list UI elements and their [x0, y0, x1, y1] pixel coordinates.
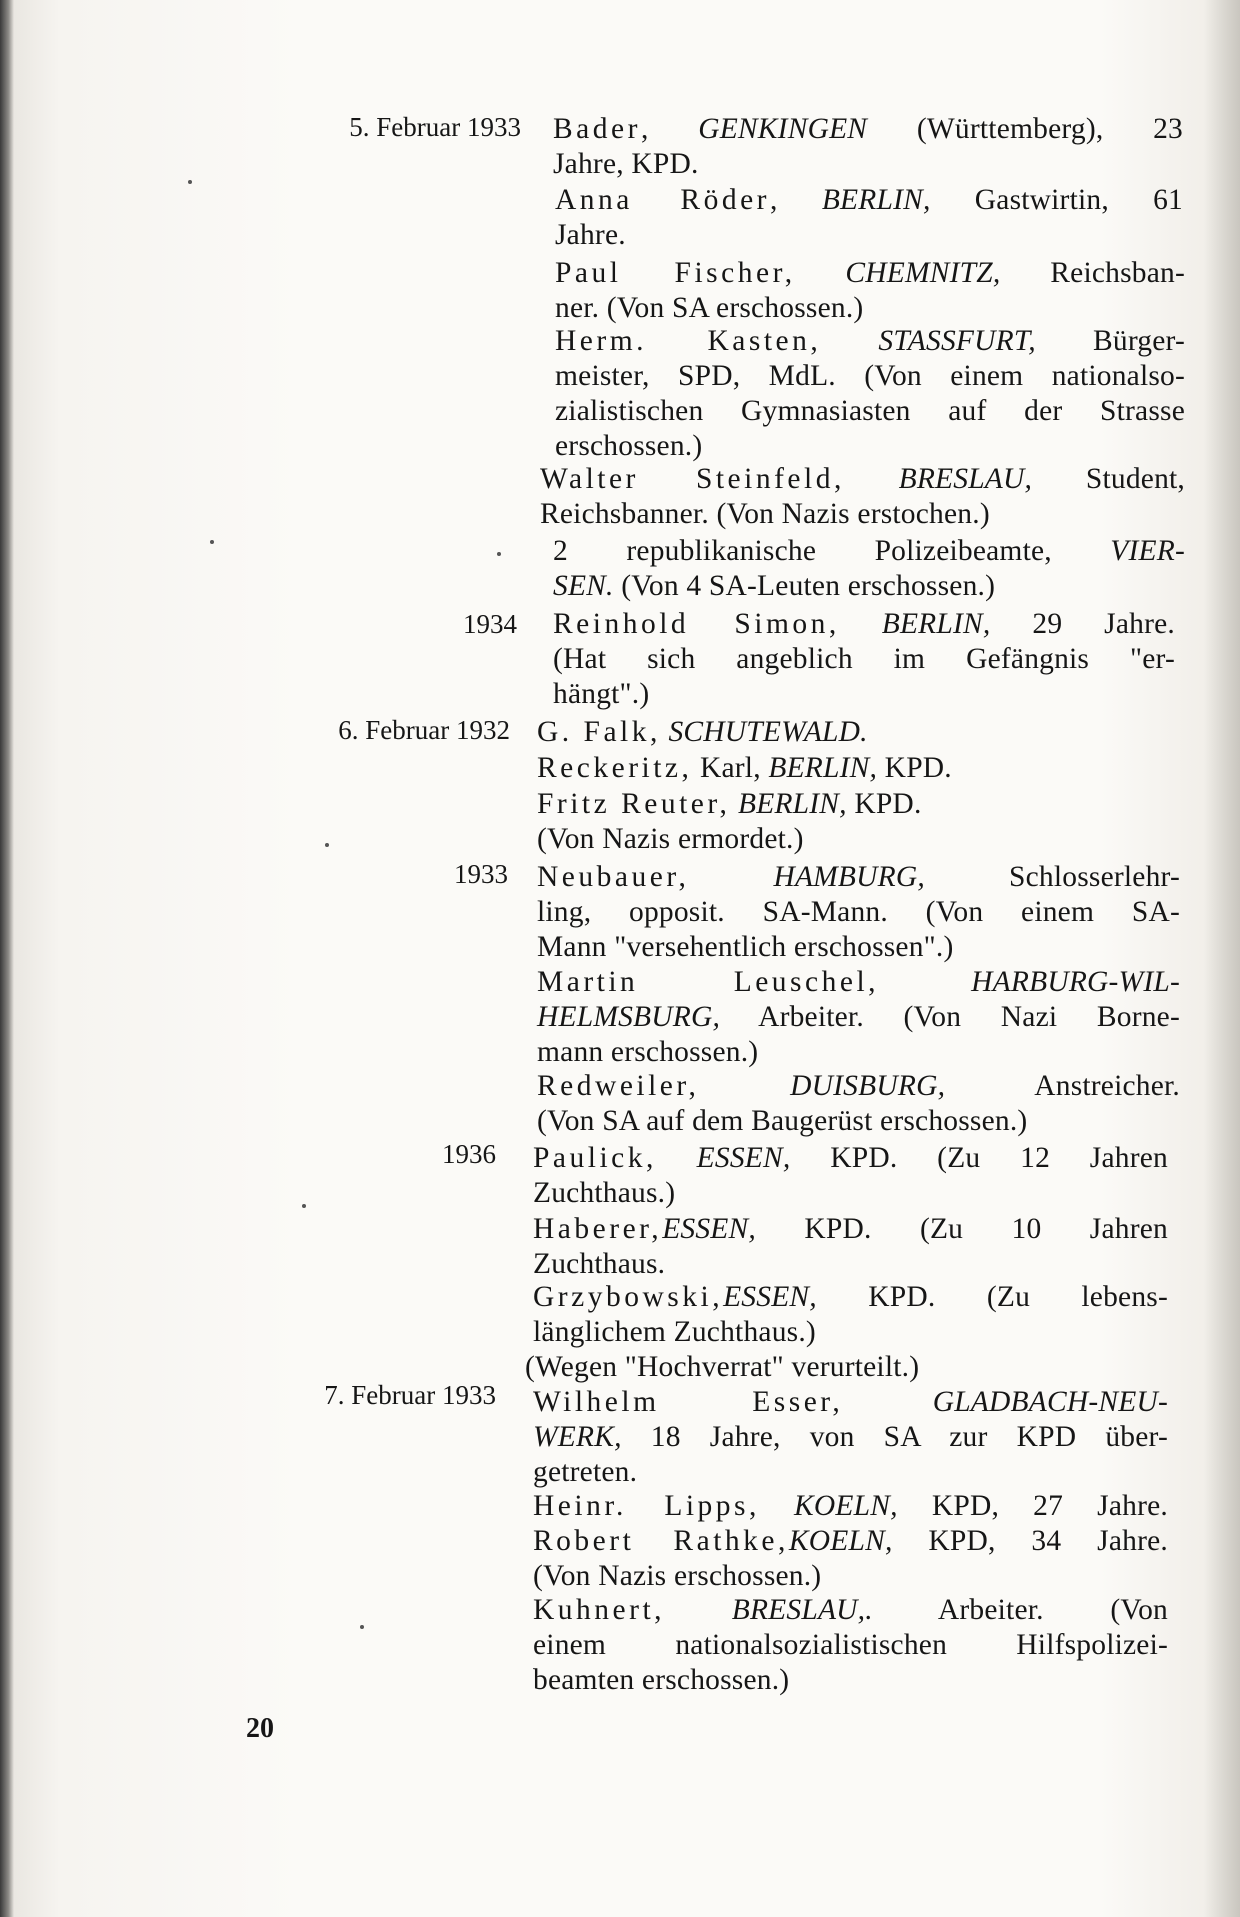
person-name: Heinr. Lipps, — [533, 1490, 760, 1522]
entry-neubauer — [537, 860, 1180, 965]
entry-text: Arbeiter. (Von — [872, 1594, 1169, 1626]
entry-text: (Wegen "Hochverrat" verurteilt.) — [525, 1351, 920, 1383]
scan-speck — [325, 843, 329, 847]
entry-text: Arbeiter. (Von Nazi Borne- — [720, 1001, 1180, 1033]
place-name: VIER- — [1110, 535, 1185, 567]
date-5-februar-1933: 5. Februar 1933 — [349, 112, 521, 142]
entry-text: (Von SA auf dem Baugerüst erschossen.) — [537, 1105, 1028, 1137]
person-name: Bader — [553, 113, 641, 145]
person-name: Robert Rathke, — [533, 1525, 789, 1557]
person-name: Redweiler, — [537, 1070, 700, 1102]
entry-text: erschossen.) — [555, 430, 703, 462]
entry-text: KPD. (Zu 10 Jahren — [755, 1213, 1168, 1245]
page-number: 20 — [246, 1713, 274, 1744]
entry-text: 18 Jahre, von SA zur KPD über- — [621, 1421, 1168, 1453]
entry-text: Bürger- — [1035, 325, 1186, 357]
person-name: Kuhnert, — [533, 1594, 666, 1626]
place-name: SCHUTEWALD. — [668, 716, 868, 748]
person-name: Paul Fischer, — [555, 257, 796, 289]
place-name: GLADBACH-NEU- — [932, 1386, 1168, 1418]
place-name: WERK, — [533, 1421, 622, 1453]
entry-text: Zuchthaus. — [533, 1248, 666, 1280]
entry-text: Gastwirtin, 61 — [930, 184, 1184, 216]
person-name: Martin Leuschel, — [537, 966, 880, 998]
place-name: ESSEN, — [662, 1213, 756, 1245]
person-name: G. Falk, — [537, 716, 661, 748]
entry-text: (Von 4 SA-Leuten erschossen.) — [613, 570, 996, 602]
entry-text: Student, — [1032, 463, 1185, 495]
entry-text: ner. (Von SA erschossen.) — [555, 292, 864, 324]
person-name: Herm. Kasten, — [555, 325, 822, 357]
entry-polizeibeamte — [553, 534, 1185, 604]
page-edge-shadow — [1204, 0, 1240, 1917]
entry-grzybowski — [525, 1280, 1168, 1385]
entry-text: 29 Jahre. — [990, 608, 1175, 640]
entry-text: Zuchthaus.) — [533, 1177, 676, 1209]
scan-speck — [302, 1204, 306, 1208]
entry-text: 2 republikanische Polizeibeamte, — [553, 535, 1052, 567]
entry-text: (Württemberg), 23 — [867, 113, 1184, 145]
entry-steinfeld — [540, 462, 1185, 532]
scan-speck — [497, 552, 501, 556]
place-name: BERLIN, — [821, 184, 931, 216]
place-name: KOELN, — [794, 1490, 898, 1522]
place-name: HARBURG-WIL- — [971, 966, 1180, 998]
person-name: Paulick, — [533, 1142, 657, 1174]
date-7-februar-1933: 7. Februar 1933 — [324, 1380, 496, 1410]
place-name: BERLIN, — [738, 788, 847, 820]
entry-text: Karl, — [692, 752, 769, 784]
entry-reckeritz — [537, 751, 1177, 786]
person-name: Reckeritz, — [537, 752, 693, 784]
entry-text: (Von Nazis ermordet.) — [537, 823, 804, 855]
place-name: HELMSBURG, — [537, 1001, 721, 1033]
person-name: Wilhelm Esser, — [533, 1386, 844, 1418]
entry-kuhnert — [533, 1593, 1168, 1698]
entry-text: KPD, 34 Jahre. — [892, 1525, 1168, 1557]
entry-text: KPD. (Zu 12 Jahren — [790, 1142, 1169, 1174]
person-name: Reinhold Simon, — [553, 608, 840, 640]
place-name: CHEMNITZ, — [845, 257, 1001, 289]
page-binding-shadow — [0, 0, 14, 1917]
entry-paulick — [533, 1141, 1168, 1211]
entry-text: länglichem Zuchthaus.) — [533, 1316, 816, 1348]
entry-text: beamten erschossen.) — [533, 1664, 790, 1696]
person-name: Haberer, — [533, 1213, 663, 1245]
place-name: KOELN, — [788, 1525, 893, 1557]
place-name: ESSEN, — [696, 1142, 791, 1174]
entry-text: zialistischen Gymnasiasten auf der Strasse — [555, 395, 1185, 427]
entry-text: Reichsbanner. (Von Nazis erstochen.) — [540, 498, 990, 530]
scan-speck — [360, 1625, 364, 1629]
entry-text: Mann "versehentlich erschossen".) — [537, 931, 954, 963]
entry-text: Schlosserlehr- — [924, 861, 1181, 893]
entry-simon — [553, 607, 1175, 712]
place-name: SEN. — [553, 570, 614, 602]
entry-text: meister, SPD, MdL. (Von einem nationalso- — [555, 360, 1185, 392]
scan-speck — [188, 180, 192, 184]
place-name: HAMBURG, — [773, 861, 925, 893]
place-name: GENKINGEN — [698, 113, 868, 145]
entry-text: mann erschossen.) — [537, 1036, 759, 1068]
entry-text: KPD. — [877, 752, 952, 784]
entry-redweiler — [537, 1069, 1180, 1139]
entry-bader: Bader, GENKINGEN (Württemberg), 23 Jahre, KPD. — [553, 113, 1184, 180]
entry-reuter — [537, 787, 1177, 857]
entry-text: (Hat sich angeblich im Gefängnis "er- — [553, 643, 1175, 675]
entry-haberer — [533, 1212, 1168, 1282]
scan-speck — [210, 540, 214, 544]
place-name: BERLIN, — [881, 608, 991, 640]
place-name: BRESLAU,. — [731, 1594, 873, 1626]
place-name: DUISBURG, — [790, 1070, 946, 1102]
place-name: ESSEN, — [723, 1281, 817, 1313]
entry-leuschel — [537, 965, 1180, 1070]
entry-text: ling, opposit. SA-Mann. (Von einem SA- — [537, 896, 1180, 928]
date-1934: 1934 — [463, 609, 517, 639]
entry-lipps — [533, 1489, 1168, 1524]
person-name: Grzybowski, — [533, 1281, 724, 1313]
date-1933: 1933 — [454, 859, 508, 889]
person-name: Anna Röder — [555, 184, 771, 216]
entry-text: hängt".) — [553, 678, 650, 710]
date-1936: 1936 — [442, 1139, 496, 1169]
entry-text: Reichsban- — [1000, 257, 1185, 289]
entry-falk — [537, 715, 1177, 750]
entry-esser — [533, 1385, 1168, 1490]
entry-text: Anstreicher. — [945, 1070, 1180, 1102]
entry-text: einem nationalsozialistischen Hilfspolizei- — [533, 1629, 1168, 1661]
entry-text: getreten. — [533, 1456, 638, 1488]
place-name: STASSFURT, — [878, 325, 1036, 357]
entry-text: Jahre. — [555, 219, 626, 251]
entry-rathke — [533, 1524, 1168, 1594]
place-name: BERLIN, — [768, 752, 878, 784]
date-6-februar-1932: 6. Februar 1932 — [338, 715, 510, 745]
entry-fischer — [555, 256, 1185, 326]
entry-kasten — [555, 324, 1185, 464]
place-name: BRESLAU, — [898, 463, 1033, 495]
entry-text: Jahre, KPD. — [553, 148, 699, 180]
entry-text: KPD, 27 Jahre. — [897, 1490, 1168, 1522]
entry-text: KPD. (Zu lebens- — [816, 1281, 1168, 1313]
person-name: Walter Steinfeld, — [540, 463, 845, 495]
entry-text: KPD. — [846, 788, 922, 820]
person-name: Neubauer, — [537, 861, 690, 893]
entry-text: (Von Nazis erschossen.) — [533, 1560, 822, 1592]
person-name: Fritz Reuter, — [537, 788, 731, 820]
entry-roeder: Anna Röder, BERLIN, Gastwirtin, 61 Jahre. — [555, 184, 1184, 251]
